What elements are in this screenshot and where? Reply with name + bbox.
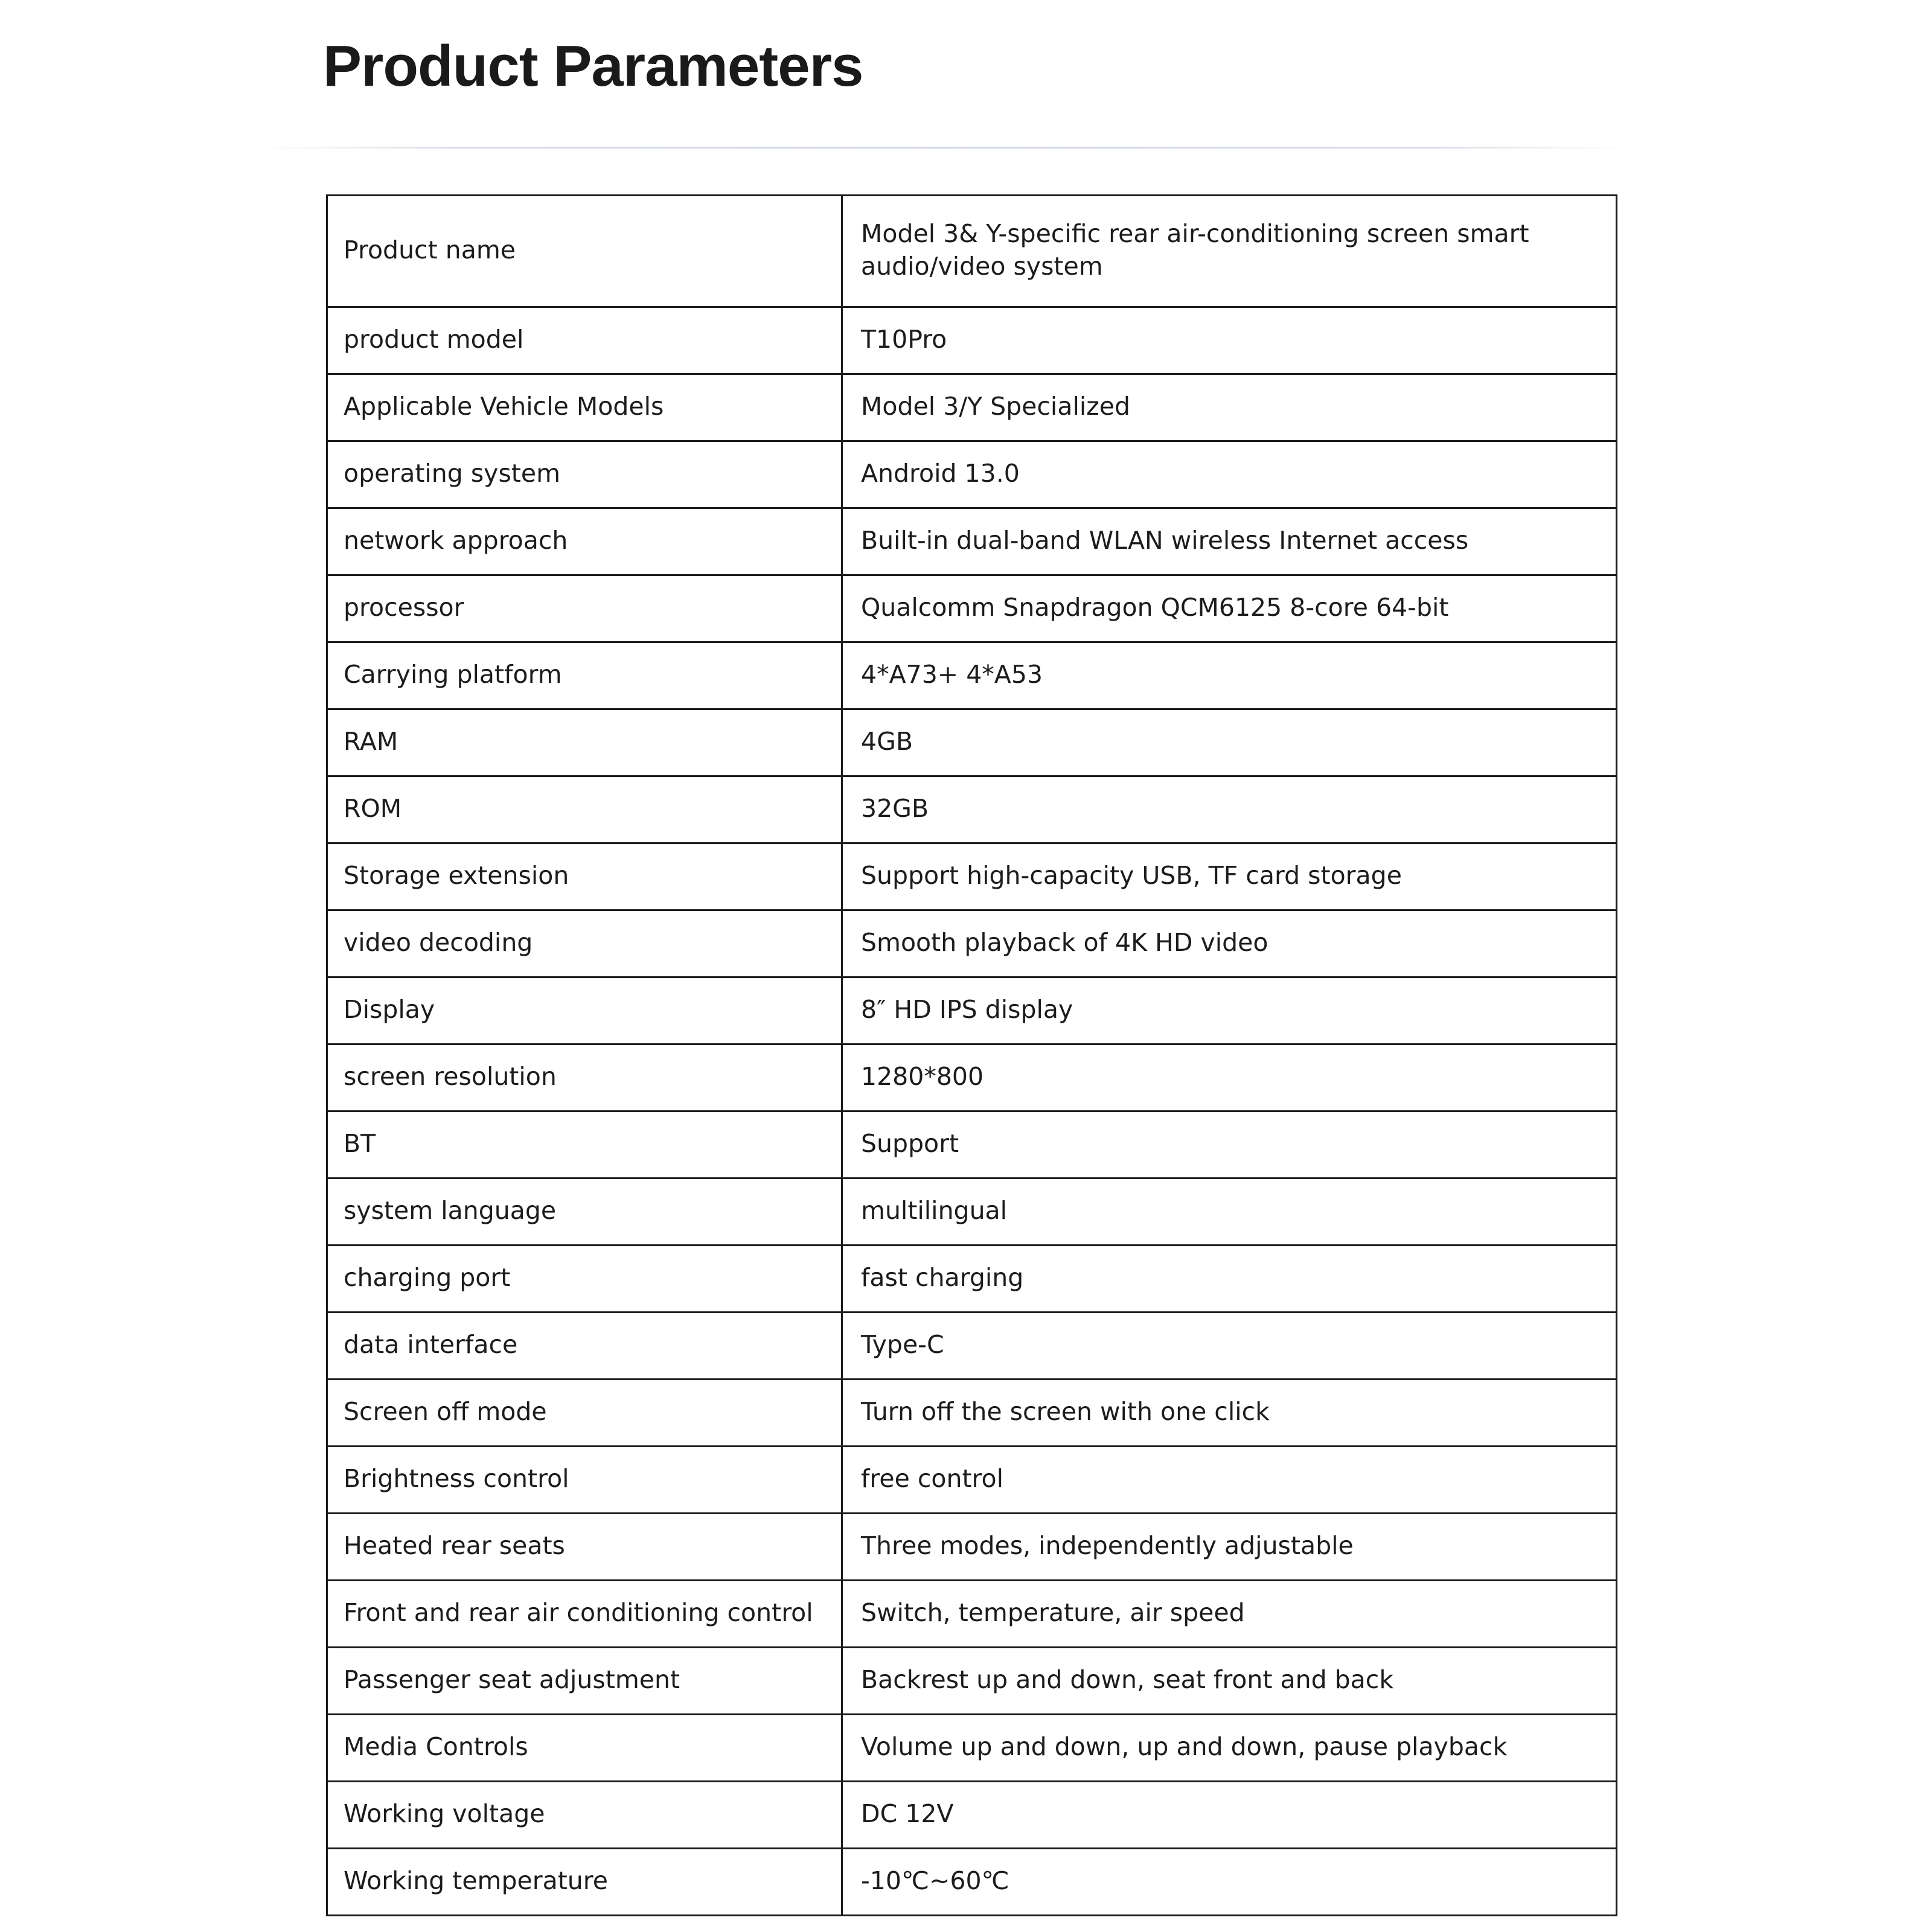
table-row [327,1849,1617,1916]
parameter-value: Three modes, independently adjustable [842,1514,1617,1581]
parameter-label: video decoding [327,910,842,977]
parameter-value: Smooth playback of 4K HD video [842,910,1617,977]
parameter-value: fast charging [842,1246,1617,1313]
table-row [327,196,1617,307]
table-row [327,1715,1617,1782]
parameter-label: Working voltage [327,1782,842,1849]
table-row [327,1112,1617,1179]
parameter-label: system language [327,1179,842,1246]
parameter-value: Switch, temperature, air speed [842,1581,1617,1648]
parameter-label: screen resolution [327,1044,842,1112]
page-title: Product Parameters [323,34,863,98]
parameter-label: Media Controls [327,1715,842,1782]
parameter-label: Working temperature [327,1849,842,1916]
table-row [327,1782,1617,1849]
parameter-value: T10Pro [842,307,1617,374]
parameter-value: DC 12V [842,1782,1617,1849]
table-row [327,709,1617,776]
parameter-label: Applicable Vehicle Models [327,374,842,441]
table-row [327,1380,1617,1447]
parameter-value: Turn off the screen with one click [842,1380,1617,1447]
table-row [327,307,1617,374]
table-row [327,1313,1617,1380]
parameter-value: 8″ HD IPS display [842,977,1617,1044]
parameter-label: Front and rear air conditioning control [327,1581,842,1648]
parameter-value: -10℃~60℃ [842,1849,1617,1916]
table-row [327,1514,1617,1581]
parameter-value: 4GB [842,709,1617,776]
parameter-value: Support high-capacity USB, TF card storage [842,843,1617,910]
table-row [327,977,1617,1044]
specifications-table-body [327,196,1617,1916]
parameter-value: Android 13.0 [842,441,1617,508]
parameter-value: Type-C [842,1313,1617,1380]
table-row [327,910,1617,977]
parameter-label: Carrying platform [327,642,842,709]
parameter-value: 4*A73+ 4*A53 [842,642,1617,709]
parameter-label: ROM [327,776,842,843]
table-row [327,1447,1617,1514]
table-row [327,1246,1617,1313]
parameter-value: 1280*800 [842,1044,1617,1112]
table-row [327,508,1617,575]
parameter-label: Brightness control [327,1447,842,1514]
parameter-value: Backrest up and down, seat front and back [842,1648,1617,1715]
parameter-label: processor [327,575,842,642]
table-row [327,1179,1617,1246]
table-row [327,776,1617,843]
parameter-label: product model [327,307,842,374]
specifications-table [326,194,1617,1916]
parameter-value: Qualcomm Snapdragon QCM6125 8-core 64-bit [842,575,1617,642]
table-row [327,1581,1617,1648]
parameter-label: Storage extension [327,843,842,910]
table-row [327,642,1617,709]
table-row [327,843,1617,910]
table-row [327,1648,1617,1715]
parameter-label: charging port [327,1246,842,1313]
title-divider [257,147,1627,149]
parameter-label: Display [327,977,842,1044]
parameter-label: Passenger seat adjustment [327,1648,842,1715]
parameter-value: 32GB [842,776,1617,843]
parameter-label: Heated rear seats [327,1514,842,1581]
table-row [327,575,1617,642]
parameter-value: Model 3/Y Specialized [842,374,1617,441]
parameter-label: RAM [327,709,842,776]
parameter-label: operating system [327,441,842,508]
parameter-label: data interface [327,1313,842,1380]
parameter-value: multilingual [842,1179,1617,1246]
parameter-value: Volume up and down, up and down, pause playback [842,1715,1617,1782]
table-row [327,1044,1617,1112]
parameter-value: free control [842,1447,1617,1514]
parameter-label: BT [327,1112,842,1179]
parameter-label: network approach [327,508,842,575]
table-row [327,441,1617,508]
parameter-label: Screen off mode [327,1380,842,1447]
parameter-value: Model 3& Y-specific rear air-conditioning screen smart audio/video system [842,196,1617,307]
table-row [327,374,1617,441]
parameter-value: Built-in dual-band WLAN wireless Internet access [842,508,1617,575]
parameter-value: Support [842,1112,1617,1179]
parameter-label: Product name [327,196,842,307]
